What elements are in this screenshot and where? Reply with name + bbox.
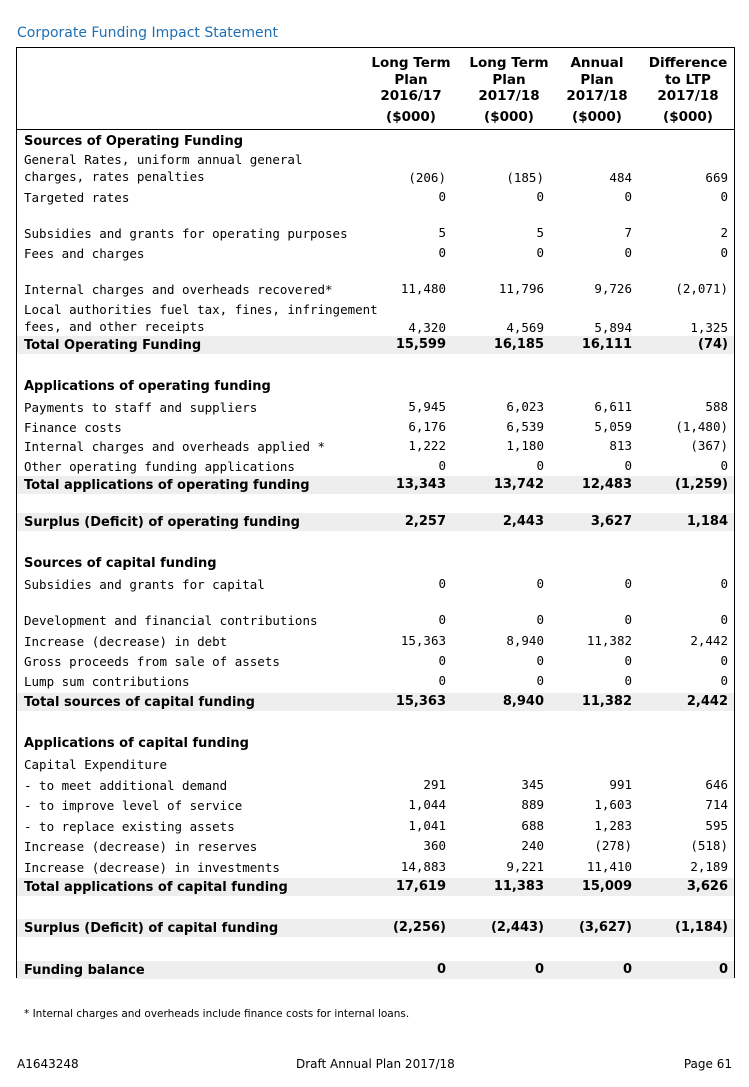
cell-value: 4,320 [408, 320, 446, 335]
table-row [17, 632, 734, 650]
cell-value: 11,410 [586, 859, 632, 874]
cell-value: 0 [624, 189, 632, 204]
cell-value: (2,071) [675, 281, 728, 296]
row-label: - to improve level of service [24, 798, 243, 813]
cell-value: 5 [438, 225, 446, 240]
table-row [17, 437, 734, 455]
cell-value: 2 [720, 225, 728, 240]
cell-value: 714 [705, 797, 728, 812]
cell-value: (185) [506, 170, 544, 185]
cell-value: (278) [594, 838, 632, 853]
table-row [17, 796, 734, 814]
cell-value: 0 [436, 962, 446, 977]
cell-value: 0 [438, 458, 446, 473]
row-label: Development and financial contributions [24, 613, 318, 628]
row-label: Total applications of operating funding [24, 478, 310, 493]
row-label: Applications of operating funding [24, 379, 271, 394]
cell-value: 0 [720, 612, 728, 627]
table-row [17, 858, 734, 876]
cell-value: 595 [705, 818, 728, 833]
cell-value: (2,443) [490, 920, 544, 935]
cell-value: 13,742 [493, 477, 544, 492]
cell-value: 0 [536, 576, 544, 591]
cell-value: 0 [536, 189, 544, 204]
row-label: Subsidies and grants for operating purposes [24, 226, 348, 241]
cell-value: 11,382 [586, 633, 632, 648]
section-heading [17, 132, 734, 150]
cell-value: 688 [521, 818, 544, 833]
footer-doc-title: Draft Annual Plan 2017/18 [296, 1057, 455, 1071]
row-label: - to meet additional demand [24, 778, 228, 793]
cell-value: 889 [521, 797, 544, 812]
row-label: Surplus (Deficit) of operating funding [24, 515, 300, 530]
cell-value: (1,184) [674, 920, 728, 935]
cell-value: (3,627) [578, 920, 632, 935]
total-row [17, 693, 734, 711]
cell-value: 0 [536, 673, 544, 688]
row-label: Increase (decrease) in investments [24, 860, 280, 875]
cell-value: (206) [408, 170, 446, 185]
table-row [17, 188, 734, 206]
cell-value: 4,569 [506, 320, 544, 335]
total-row [17, 919, 734, 937]
table-row [17, 611, 734, 629]
cell-value: 8,940 [506, 633, 544, 648]
row-label: Sources of Operating Funding [24, 134, 244, 149]
table-row [17, 755, 734, 773]
footer-page-number: Page 61 [683, 1057, 732, 1071]
col-header-ltp-2016: Long Term Plan 2016/17 [371, 55, 451, 104]
cell-value: 9,221 [506, 859, 544, 874]
cell-value: 0 [720, 576, 728, 591]
col-header-annual-plan: Annual Plan 2017/18 [566, 55, 628, 104]
row-label: Applications of capital funding [24, 736, 249, 751]
cell-value: 0 [438, 576, 446, 591]
row-label: Total Operating Funding [24, 338, 202, 353]
cell-value: 291 [423, 777, 446, 792]
table-row [17, 280, 734, 298]
col-header-difference: Difference to LTP 2017/18 [648, 55, 728, 104]
cell-value: 2,443 [502, 514, 544, 529]
cell-value: 1,180 [506, 438, 544, 453]
section-heading [17, 554, 734, 572]
row-label: Fees and charges [24, 246, 145, 261]
table-row [17, 224, 734, 242]
cell-value: 7 [624, 225, 632, 240]
cell-value: 15,009 [581, 879, 632, 894]
cell-value: 0 [536, 653, 544, 668]
row-label: Internal charges and overheads recovered* [24, 282, 333, 297]
cell-value: 2,257 [404, 514, 446, 529]
cell-value: 0 [720, 189, 728, 204]
cell-value: (1,259) [674, 477, 728, 492]
cell-value: 1,184 [686, 514, 728, 529]
cell-value: 1,603 [594, 797, 632, 812]
cell-value: 0 [624, 653, 632, 668]
cell-value: 11,480 [400, 281, 446, 296]
cell-value: 345 [521, 777, 544, 792]
table-row [17, 776, 734, 794]
cell-value: 6,023 [506, 399, 544, 414]
col-unit: ($000) [386, 109, 436, 125]
cell-value: 1,325 [690, 320, 728, 335]
cell-value: 0 [624, 612, 632, 627]
table-row [17, 837, 734, 855]
table-row [17, 300, 734, 338]
table-row [17, 398, 734, 416]
section-heading [17, 377, 734, 395]
col-unit: ($000) [572, 109, 622, 125]
cell-value: 0 [624, 458, 632, 473]
table-row [17, 244, 734, 262]
cell-value: 1,283 [594, 818, 632, 833]
cell-value: 16,111 [581, 337, 632, 352]
cell-value: 14,883 [400, 859, 446, 874]
cell-value: 1,041 [408, 818, 446, 833]
row-label: Sources of capital funding [24, 556, 217, 571]
funding-impact-table [16, 47, 735, 978]
row-label: Increase (decrease) in reserves [24, 839, 258, 854]
table-row [17, 575, 734, 593]
cell-value: 3,627 [590, 514, 632, 529]
total-row [17, 476, 734, 494]
cell-value: 0 [718, 962, 728, 977]
cell-value: 13,343 [395, 477, 446, 492]
cell-value: 669 [705, 170, 728, 185]
row-label: Increase (decrease) in debt [24, 634, 228, 649]
cell-value: (367) [690, 438, 728, 453]
cell-value: 0 [720, 458, 728, 473]
cell-value: 0 [438, 189, 446, 204]
cell-value: 5,059 [594, 419, 632, 434]
col-unit: ($000) [663, 109, 713, 125]
cell-value: (2,256) [392, 920, 446, 935]
total-row [17, 961, 734, 979]
cell-value: 0 [720, 673, 728, 688]
cell-value: 0 [438, 245, 446, 260]
footer-doc-id: A1643248 [17, 1057, 79, 1071]
cell-value: 991 [609, 777, 632, 792]
col-unit: ($000) [484, 109, 534, 125]
cell-value: 12,483 [581, 477, 632, 492]
row-label: Other operating funding applications [24, 459, 295, 474]
table-row [17, 150, 734, 188]
cell-value: 5,945 [408, 399, 446, 414]
cell-value: 1,222 [408, 438, 446, 453]
cell-value: 5 [536, 225, 544, 240]
cell-value: 9,726 [594, 281, 632, 296]
total-row [17, 513, 734, 531]
table-row [17, 418, 734, 436]
row-label: Local authorities fuel tax, fines, infringement fees, and other receipts [24, 302, 378, 334]
row-label: Total sources of capital funding [24, 695, 255, 710]
cell-value: 0 [438, 673, 446, 688]
cell-value: 0 [624, 576, 632, 591]
cell-value: 6,176 [408, 419, 446, 434]
row-label: Internal charges and overheads applied * [24, 439, 326, 454]
cell-value: 0 [438, 612, 446, 627]
row-label: Capital Expenditure [24, 757, 167, 772]
cell-value: 0 [438, 653, 446, 668]
table-row [17, 652, 734, 670]
cell-value: 646 [705, 777, 728, 792]
total-row [17, 336, 734, 354]
cell-value: (1,480) [675, 419, 728, 434]
row-label: Surplus (Deficit) of capital funding [24, 921, 279, 936]
cell-value: 2,442 [690, 633, 728, 648]
cell-value: 813 [609, 438, 632, 453]
cell-value: 0 [720, 245, 728, 260]
cell-value: 240 [521, 838, 544, 853]
cell-value: 8,940 [502, 694, 544, 709]
row-label: - to replace existing assets [24, 819, 235, 834]
row-label: Subsidies and grants for capital [24, 577, 265, 592]
cell-value: 11,382 [581, 694, 632, 709]
cell-value: 11,383 [493, 879, 544, 894]
cell-value: 588 [705, 399, 728, 414]
page-title: Corporate Funding Impact Statement [17, 25, 278, 41]
cell-value: 0 [624, 673, 632, 688]
table-row [17, 457, 734, 475]
cell-value: 0 [720, 653, 728, 668]
cell-value: 3,626 [686, 879, 728, 894]
row-label: Finance costs [24, 420, 122, 435]
cell-value: 0 [622, 962, 632, 977]
cell-value: 15,599 [395, 337, 446, 352]
cell-value: 1,044 [408, 797, 446, 812]
cell-value: 2,442 [686, 694, 728, 709]
cell-value: 0 [534, 962, 544, 977]
cell-value: 11,796 [498, 281, 544, 296]
row-label: Gross proceeds from sale of assets [24, 654, 280, 669]
table-row [17, 817, 734, 835]
col-header-ltp-2017: Long Term Plan 2017/18 [469, 55, 549, 104]
cell-value: 360 [423, 838, 446, 853]
cell-value: 15,363 [400, 633, 446, 648]
cell-value: 0 [536, 458, 544, 473]
cell-value: 0 [624, 245, 632, 260]
cell-value: 484 [609, 170, 632, 185]
section-heading [17, 734, 734, 752]
cell-value: 16,185 [493, 337, 544, 352]
row-label: Lump sum contributions [24, 674, 190, 689]
row-label: Total applications of capital funding [24, 880, 288, 895]
cell-value: 0 [536, 245, 544, 260]
cell-value: 6,539 [506, 419, 544, 434]
cell-value: (74) [698, 337, 728, 352]
cell-value: 17,619 [395, 879, 446, 894]
row-label: General Rates, uniform annual general charges, rates penalties [24, 152, 303, 184]
total-row [17, 878, 734, 896]
row-label: Targeted rates [24, 190, 130, 205]
table-header [17, 48, 734, 130]
row-label: Funding balance [24, 963, 145, 978]
cell-value: (518) [690, 838, 728, 853]
row-label: Payments to staff and suppliers [24, 400, 258, 415]
cell-value: 2,189 [690, 859, 728, 874]
footnote: * Internal charges and overheads include finance costs for internal loans. [24, 1008, 410, 1020]
table-row [17, 672, 734, 690]
cell-value: 6,611 [594, 399, 632, 414]
cell-value: 5,894 [594, 320, 632, 335]
cell-value: 15,363 [395, 694, 446, 709]
cell-value: 0 [536, 612, 544, 627]
